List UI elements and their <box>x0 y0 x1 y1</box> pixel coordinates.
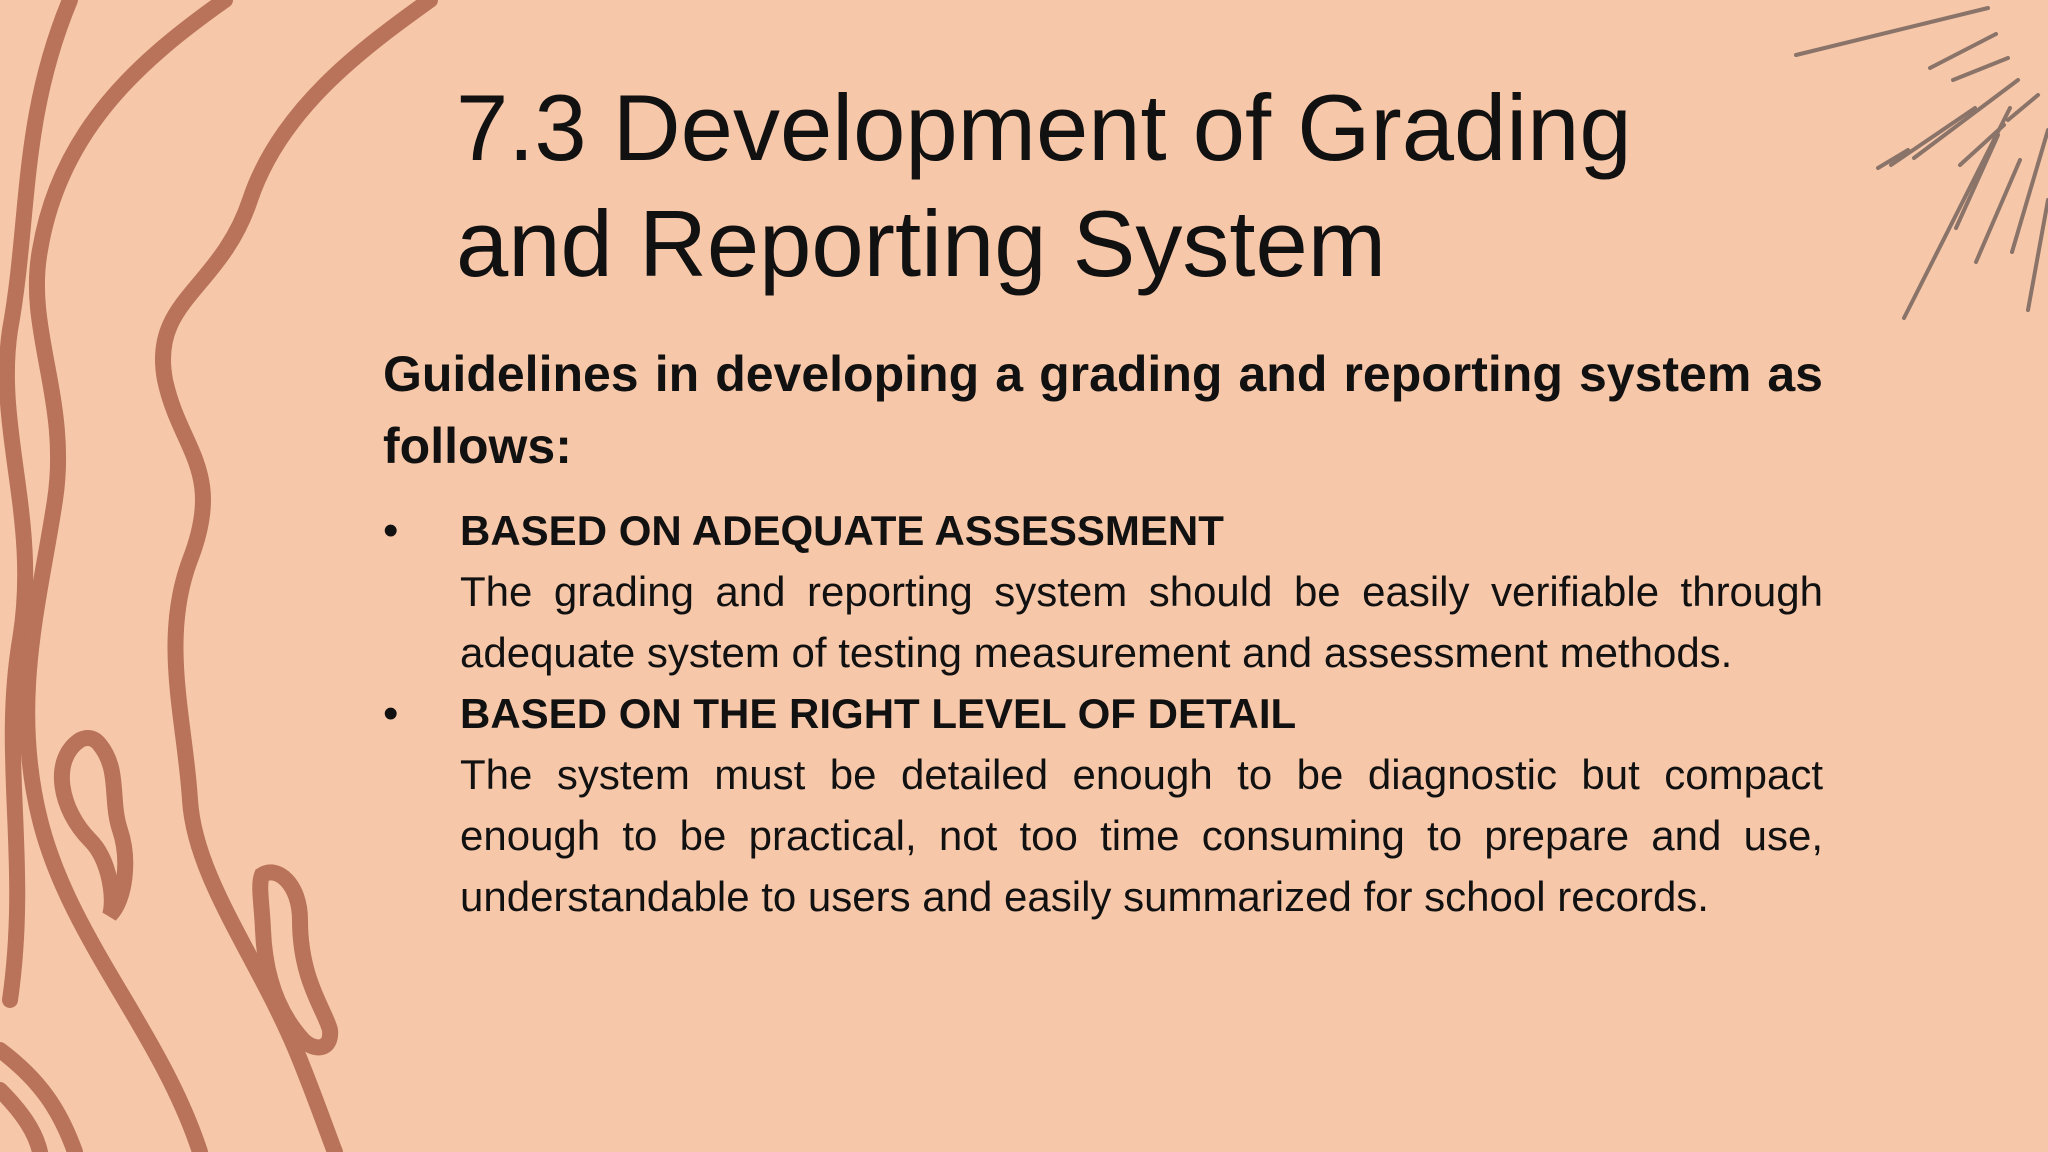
wavy-lines-decoration <box>0 0 440 1152</box>
guideline-description: The system must be detailed enough to be diagnostic but compact enough to be practical, not too time consuming to prepare and use, understandable to users and easily summarized for school records. <box>460 751 1823 920</box>
guideline-item <box>383 500 1823 683</box>
bullet-icon: • <box>383 506 399 555</box>
guideline-heading: BASED ON ADEQUATE ASSESSMENT <box>460 507 1224 554</box>
slide-title-line-2: and Reporting System <box>456 191 1387 296</box>
guideline-heading: BASED ON THE RIGHT LEVEL OF DETAIL <box>460 690 1297 737</box>
corner-curve <box>0 1090 40 1152</box>
guideline-list <box>383 500 1823 927</box>
slide-body <box>383 338 1823 927</box>
intro-paragraph: Guidelines in developing a grading and reporting system as follows: <box>383 346 1823 474</box>
wavy-line-middle <box>27 0 225 1152</box>
bullet-icon: • <box>383 689 399 738</box>
guideline-description: The grading and reporting system should be easily verifiable through adequate system of testing measurement and assessment methods. <box>460 568 1823 676</box>
slide-title <box>456 70 1756 302</box>
capsule-blob <box>260 872 330 1047</box>
guideline-item <box>383 683 1823 927</box>
slide-title-line-1: 7.3 Development of Grading <box>456 75 1632 180</box>
